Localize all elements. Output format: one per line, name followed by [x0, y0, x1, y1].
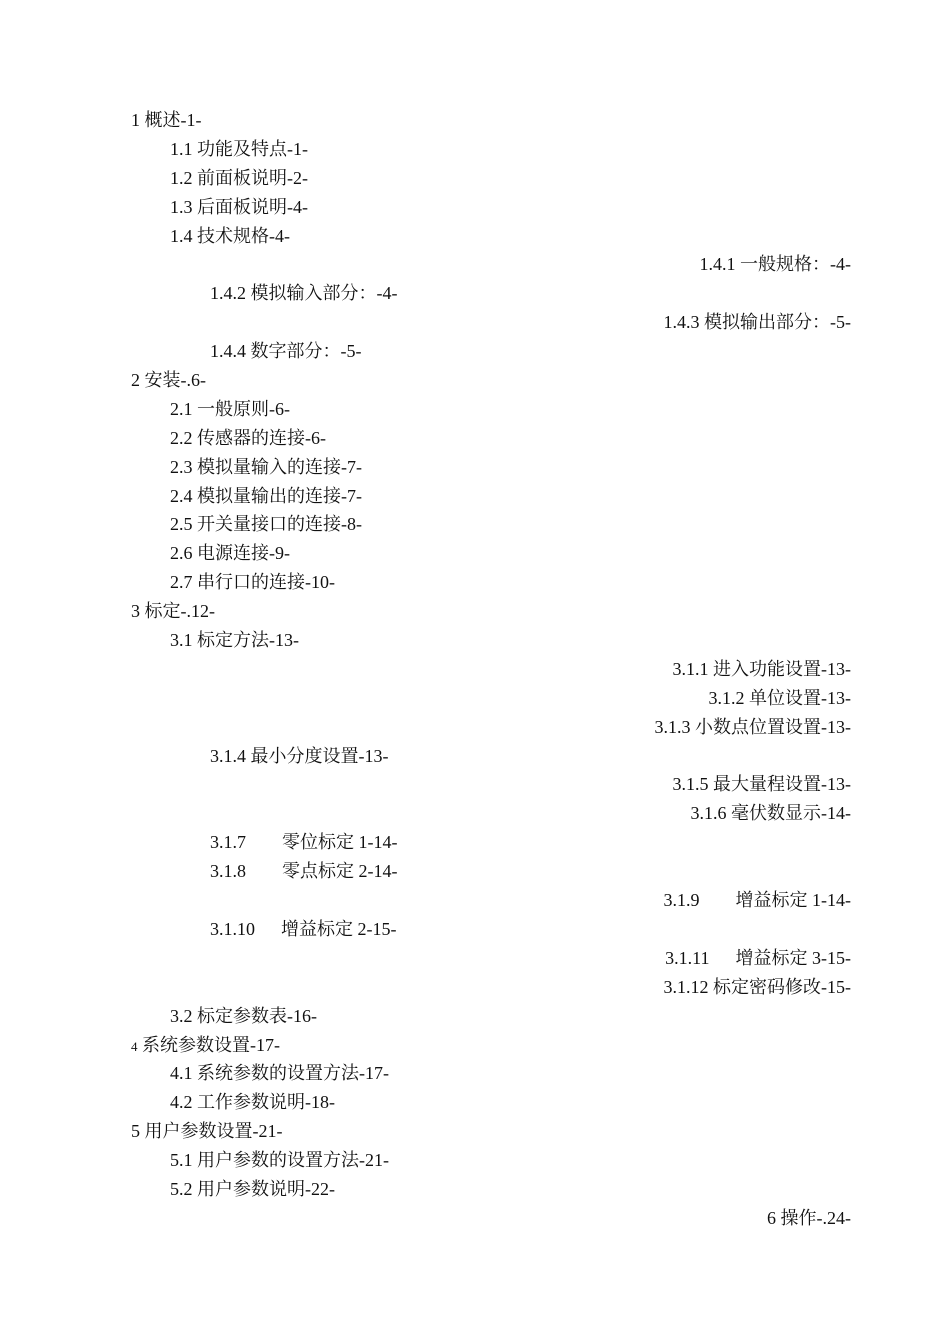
toc-entry-3-1-10[interactable]: [0, 915, 950, 944]
toc-entry-title: 增益标定 3-15-: [735, 947, 851, 968]
toc-entry-2-4[interactable]: 2.4 模拟量输出的连接-7-: [170, 485, 362, 506]
toc-entry-3-1-4[interactable]: 3.1.4 最小分度设置-13-: [210, 745, 389, 766]
toc-entry-3-1-3[interactable]: 3.1.3 小数点位置设置-13-: [654, 716, 851, 737]
toc-entry-number: 3.1.11: [665, 947, 710, 968]
toc-entry-3-1-7[interactable]: [0, 828, 950, 857]
toc-entry-4-1[interactable]: 4.1 系统参数的设置方法-17-: [170, 1063, 389, 1084]
toc-entry-2-7[interactable]: 2.7 串行口的连接-10-: [170, 572, 335, 593]
toc-entry-3-1[interactable]: 3.1 标定方法-13-: [170, 630, 299, 651]
toc-entry-number: 3.1.10: [210, 918, 255, 939]
toc-entry-number: 3.1.9: [663, 890, 700, 911]
toc-entry-1-1[interactable]: 1.1 功能及特点-1-: [170, 138, 308, 159]
toc-entry-title: 增益标定 2-15-: [281, 918, 397, 939]
toc-entry-title: 零位标定 1-14-: [282, 832, 398, 853]
toc-entry-title: 零点标定 2-14-: [282, 861, 398, 882]
toc-entry-number: 3.1.7: [210, 832, 246, 853]
toc-entry-3-1-6[interactable]: 3.1.6 毫伏数显示-14-: [690, 803, 851, 824]
toc-entry-3-1-1[interactable]: 3.1.1 进入功能设置-13-: [672, 658, 851, 679]
toc-entry-number: 3.1.8: [210, 861, 246, 882]
toc-entry-1[interactable]: 1 概述-1-: [131, 110, 202, 130]
toc-entry-1-4[interactable]: 1.4 技术规格-4-: [170, 225, 290, 246]
toc-entry-1-4-3[interactable]: 1.4.3 模拟输出部分：-5-: [663, 312, 851, 333]
toc-entry-3-1-8[interactable]: [0, 857, 950, 886]
toc-entry-2-2[interactable]: 2.2 传感器的连接-6-: [170, 427, 326, 448]
toc-entry-6[interactable]: 6 操作-.24-: [767, 1207, 851, 1228]
toc-entry-2-1[interactable]: 2.1 一般原则-6-: [170, 398, 290, 419]
toc-entry-1-4-1[interactable]: 1.4.1 一般规格：-4-: [699, 254, 851, 275]
toc-entry-3[interactable]: 3 标定-.12-: [131, 601, 215, 622]
toc-entry-title: 增益标定 1-14-: [735, 890, 851, 911]
toc-entry-3-1-11[interactable]: [0, 944, 950, 973]
toc-entry-number: 4: [131, 1038, 138, 1054]
toc-entry-2-5[interactable]: 2.5 开关量接口的连接-8-: [170, 514, 362, 535]
toc-entry-3-1-2[interactable]: 3.1.2 单位设置-13-: [708, 687, 851, 708]
toc-entry-2-6[interactable]: 2.6 电源连接-9-: [170, 543, 290, 564]
toc-entry-4[interactable]: [0, 1031, 950, 1060]
toc-entry-3-2[interactable]: 3.2 标定参数表-16-: [170, 1005, 317, 1026]
toc-entry-1-4-4[interactable]: 1.4.4 数字部分：-5-: [210, 341, 362, 362]
toc-entry-5-2[interactable]: 5.2 用户参数说明-22-: [170, 1178, 335, 1199]
toc-entry-1-3[interactable]: 1.3 后面板说明-4-: [170, 196, 308, 217]
toc-entry-5[interactable]: 5 用户参数设置-21-: [131, 1121, 283, 1142]
toc-entry-2-3[interactable]: 2.3 模拟量输入的连接-7-: [170, 456, 362, 477]
toc-entry-2[interactable]: 2 安装-.6-: [131, 370, 206, 391]
toc-entry-4-2[interactable]: 4.2 工作参数说明-18-: [170, 1092, 335, 1113]
toc-entry-title: 系统参数设置-17-: [142, 1034, 280, 1055]
toc-entry-5-1[interactable]: 5.1 用户参数的设置方法-21-: [170, 1150, 389, 1171]
toc-entry-3-1-9[interactable]: [0, 886, 950, 915]
table-of-contents: [0, 106, 950, 1234]
toc-entry-1-4-2[interactable]: 1.4.2 模拟输入部分：-4-: [210, 283, 398, 304]
toc-entry-1-2[interactable]: 1.2 前面板说明-2-: [170, 167, 308, 188]
toc-entry-3-1-12[interactable]: 3.1.12 标定密码修改-15-: [663, 976, 851, 997]
toc-entry-3-1-5[interactable]: 3.1.5 最大量程设置-13-: [672, 774, 851, 795]
